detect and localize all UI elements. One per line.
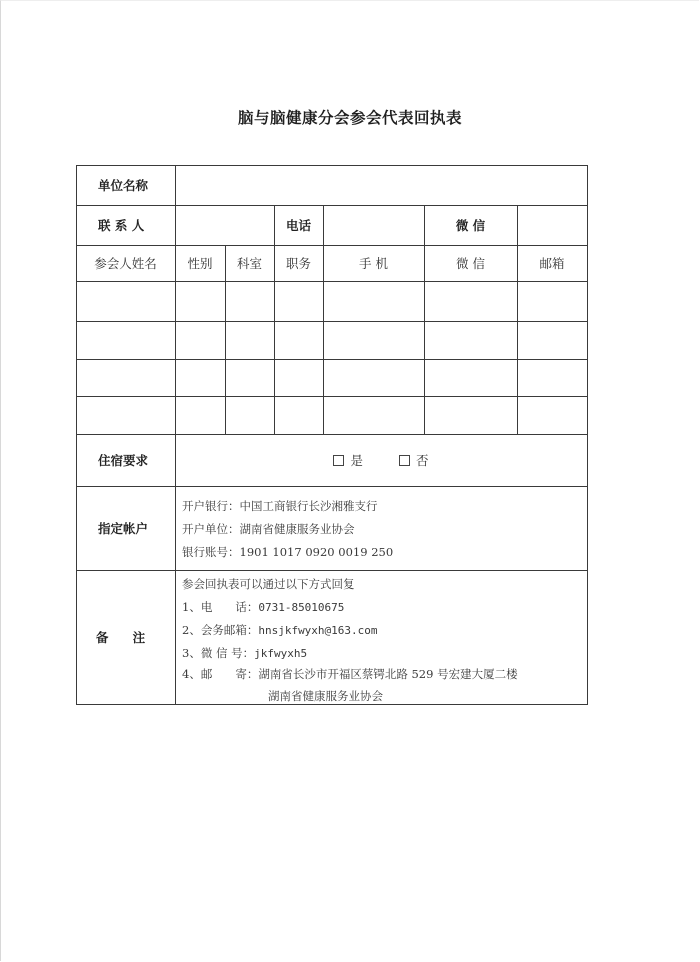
table-line — [76, 704, 588, 705]
email-cell[interactable] — [517, 396, 587, 434]
department-cell[interactable] — [225, 396, 274, 434]
department-cell[interactable] — [225, 321, 274, 359]
department-cell[interactable] — [225, 359, 274, 396]
wechat-cell[interactable] — [424, 396, 517, 434]
contact-person-label: 联 系 人 — [98, 218, 145, 233]
notes-mail-label: 4、邮 寄： — [182, 667, 259, 681]
notes-intro: 参会回执表可以通过以下方式回复 — [182, 577, 355, 591]
gender-cell[interactable] — [175, 359, 225, 396]
unit-name-label: 单位名称 — [98, 178, 149, 193]
phone-field[interactable] — [323, 205, 424, 245]
notes-wechat-value: jkfwyxh5 — [254, 647, 308, 660]
notes-wechat-line — [182, 645, 307, 661]
attendee-name-cell[interactable] — [76, 359, 175, 396]
header-position: 职务 — [285, 256, 311, 271]
attendee-name-cell[interactable] — [76, 281, 175, 321]
mobile-cell[interactable] — [323, 281, 424, 321]
mobile-cell[interactable] — [323, 321, 424, 359]
gender-cell[interactable] — [175, 321, 225, 359]
header-gender: 性别 — [187, 256, 213, 271]
notes-phone-value: 0731-85010675 — [258, 601, 345, 614]
account-label: 指定帐户 — [98, 521, 149, 536]
table-line — [587, 165, 588, 704]
lodging-label: 住宿要求 — [98, 453, 149, 468]
notes-wechat-label: 3、微 信 号： — [182, 646, 255, 660]
position-cell[interactable] — [274, 396, 323, 434]
wechat-cell[interactable] — [424, 359, 517, 396]
unit-name-field[interactable] — [175, 165, 587, 205]
notes-mail-line — [182, 666, 518, 682]
wechat-field[interactable] — [517, 205, 587, 245]
attendee-name-cell[interactable] — [76, 396, 175, 434]
wechat-cell[interactable] — [424, 281, 517, 321]
notes-email-label: 2、会务邮箱： — [182, 623, 259, 637]
department-cell[interactable] — [225, 281, 274, 321]
email-cell[interactable] — [517, 321, 587, 359]
notes-email-value[interactable]: hnsjkfwyxh@163.com — [258, 624, 378, 637]
header-department: 科室 — [236, 256, 262, 271]
lodging-options — [175, 434, 587, 486]
form-title: 脑与脑健康分会参会代表回执表 — [237, 109, 462, 127]
lodging-no-label: 否 — [416, 453, 429, 468]
position-cell[interactable] — [274, 321, 323, 359]
contact-person-field[interactable] — [175, 205, 274, 245]
notes-mail-recipient: 湖南省健康服务业协会 — [268, 689, 383, 703]
account-bank: 开户银行：中国工商银行长沙湘雅支行 — [182, 499, 378, 513]
notes-label — [76, 570, 175, 704]
checkbox-icon[interactable] — [399, 455, 410, 466]
account-number: 银行账号：1901 1017 0920 0019 250 — [182, 545, 394, 559]
notes-phone-label: 1、电 话： — [182, 600, 259, 614]
notes-email-line — [182, 622, 378, 638]
attendee-name-cell[interactable] — [76, 321, 175, 359]
notes-phone-line — [182, 599, 344, 615]
position-cell[interactable] — [274, 359, 323, 396]
lodging-yes-label: 是 — [350, 453, 363, 468]
notes-mail-address: 湖南省长沙市开福区蔡锷北路 529 号宏建大厦二楼 — [258, 667, 518, 681]
phone-label: 电话 — [285, 218, 311, 233]
gender-cell[interactable] — [175, 396, 225, 434]
header-email: 邮箱 — [539, 256, 565, 271]
checkbox-icon[interactable] — [333, 455, 344, 466]
header-wechat: 微 信 — [456, 256, 485, 271]
lodging-yes-option[interactable] — [333, 451, 363, 469]
email-cell[interactable] — [517, 281, 587, 321]
position-cell[interactable] — [274, 281, 323, 321]
header-attendee-name: 参会人姓名 — [94, 256, 157, 271]
lodging-no-option[interactable] — [399, 451, 429, 469]
account-holder: 开户单位：湖南省健康服务业协会 — [182, 522, 355, 536]
mobile-cell[interactable] — [323, 359, 424, 396]
notes-label-text: 备 注 — [95, 630, 156, 645]
gender-cell[interactable] — [175, 281, 225, 321]
header-mobile: 手 机 — [359, 256, 388, 271]
wechat-label: 微 信 — [455, 218, 486, 233]
email-cell[interactable] — [517, 359, 587, 396]
wechat-cell[interactable] — [424, 321, 517, 359]
mobile-cell[interactable] — [323, 396, 424, 434]
